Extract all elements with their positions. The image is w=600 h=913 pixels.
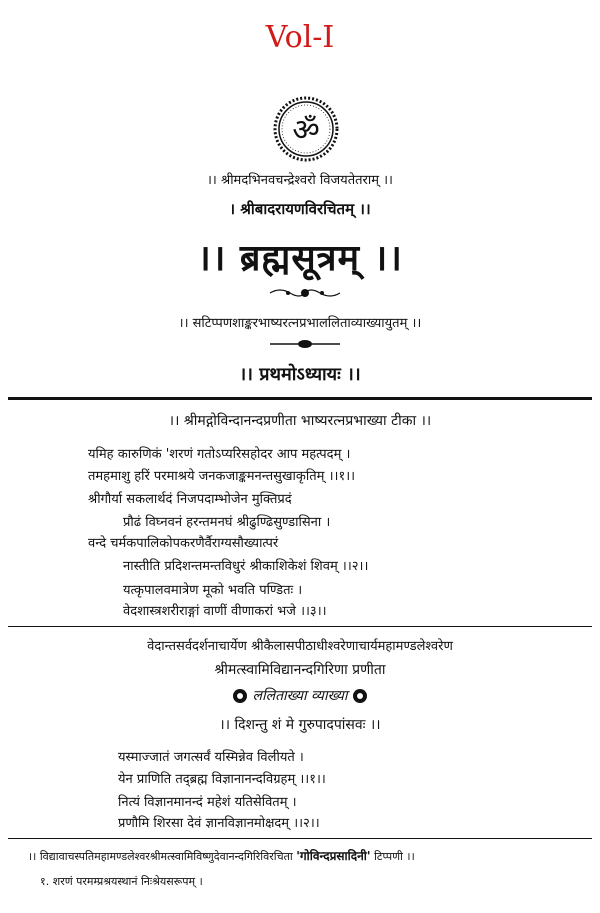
- invocation-guru: ।। दिशन्तु शं मे गुरुपादपांसवः ।।: [219, 717, 381, 733]
- page-title: ।। ब्रह्मसूत्रम् ।।: [197, 238, 403, 279]
- chapter-heading: ।। प्रथमोऽध्यायः ।।: [239, 364, 361, 385]
- verse-line: यत्कृपालवमात्रेण मूको भवति पण्डितः ।: [123, 583, 303, 598]
- thick-rule: [8, 397, 592, 400]
- verse-line: नास्तीति प्रदिशन्तमन्तविधुरं श्रीकाशिकेशं शिवम् ।।२।।: [123, 559, 369, 574]
- volume-label: Vol-I: [265, 20, 335, 55]
- lalita-verse-line: प्रणौमि शिरसा देवं ज्ञानविज्ञानमोक्षदम् ।।२।।: [118, 816, 320, 831]
- footnote-tail: टिप्पणी ।।: [374, 850, 415, 863]
- commentary-line: ।। सटिप्पणशाङ्करभाष्यरत्नप्रभाललिताव्याख्यायुतम् ।।: [178, 316, 422, 331]
- lalita-heading: [0, 686, 600, 705]
- footnote-title: 'गोविन्दप्रसादिनी': [296, 849, 371, 863]
- verse-line: वेदशास्त्रशरीराङ्गां वाणीं वीणाकरां भजे ।।३।।: [123, 604, 327, 619]
- footnote-heading: [28, 847, 415, 864]
- invocation-line: ।। श्रीमदभिनवचन्द्रेश्वरो विजयतेतराम् ।।: [207, 173, 393, 188]
- verse-line: तमहमाशु हरिं परमाश्रये जनकजाङ्कमनन्तसुखाकृतिम् ।।१।।: [88, 469, 356, 484]
- commentator-title: वेदान्तसर्वदर्शनाचार्येण श्रीकैलासपीठाधीश्वरेणाचार्यमहामण्डलेश्वरेण: [147, 639, 453, 654]
- divider-ornament-icon: [268, 339, 342, 349]
- floral-ornament-icon: [268, 286, 342, 300]
- footnote-divider: [8, 838, 592, 839]
- lalita-verse-line: नित्यं विज्ञानमानन्दं महेशं यतिसेवितम् ।: [118, 795, 297, 810]
- lalita-verse-line: येन प्राणिति तद्ब्रह्म विज्ञानानन्दविग्रहम् ।।१।।: [118, 772, 326, 787]
- flower-icon: [352, 688, 368, 704]
- flower-icon: [232, 688, 248, 704]
- lalita-verse-line: यस्माज्जातं जगत्सर्वं यस्मिन्नेव विलीयते ।: [118, 750, 304, 765]
- commentator-name: श्रीमत्स्वामिविद्यानन्दगिरिणा प्रणीता: [214, 662, 386, 678]
- verse-line: प्रौढं विघ्नवनं हरन्तमनघं श्रीढुण्ढिसुण्डासिना ।: [123, 515, 331, 530]
- section-divider: [8, 626, 592, 627]
- verse-line: यमिह कारुणिकं 'शरणं गतोऽप्यरिसहोदर आप महत्पदम् ।: [88, 447, 351, 462]
- tika-heading: ।। श्रीमद्गोविन्दानन्दप्रणीता भाष्यरत्नप्रभाख्या टीका ।।: [168, 413, 432, 429]
- author-line: । श्रीबादरायणविरचितम् ।।: [229, 200, 371, 218]
- footnote-intro: ।। विद्यावाचस्पतिमहामण्डलेश्वरश्रीमत्स्वामिविष्णुदेवानन्दगिरिविरचिता: [28, 850, 293, 863]
- om-emblem: [273, 96, 339, 162]
- verse-line: वन्दे चर्मकपालिकोपकरणैर्वैराग्यसौख्यात्परं: [88, 536, 279, 551]
- lalita-heading-text: ललिताख्या व्याख्या: [252, 688, 348, 704]
- footnote-1: १. शरणं परमम्प्रश्रयस्थानं निःश्रेयसरूपम् ।: [40, 875, 203, 888]
- om-symbol: ॐ: [292, 113, 320, 148]
- verse-line: श्रीगौर्या सकलार्थदं निजपदाम्भोजेन मुक्तिप्रदं: [88, 492, 292, 507]
